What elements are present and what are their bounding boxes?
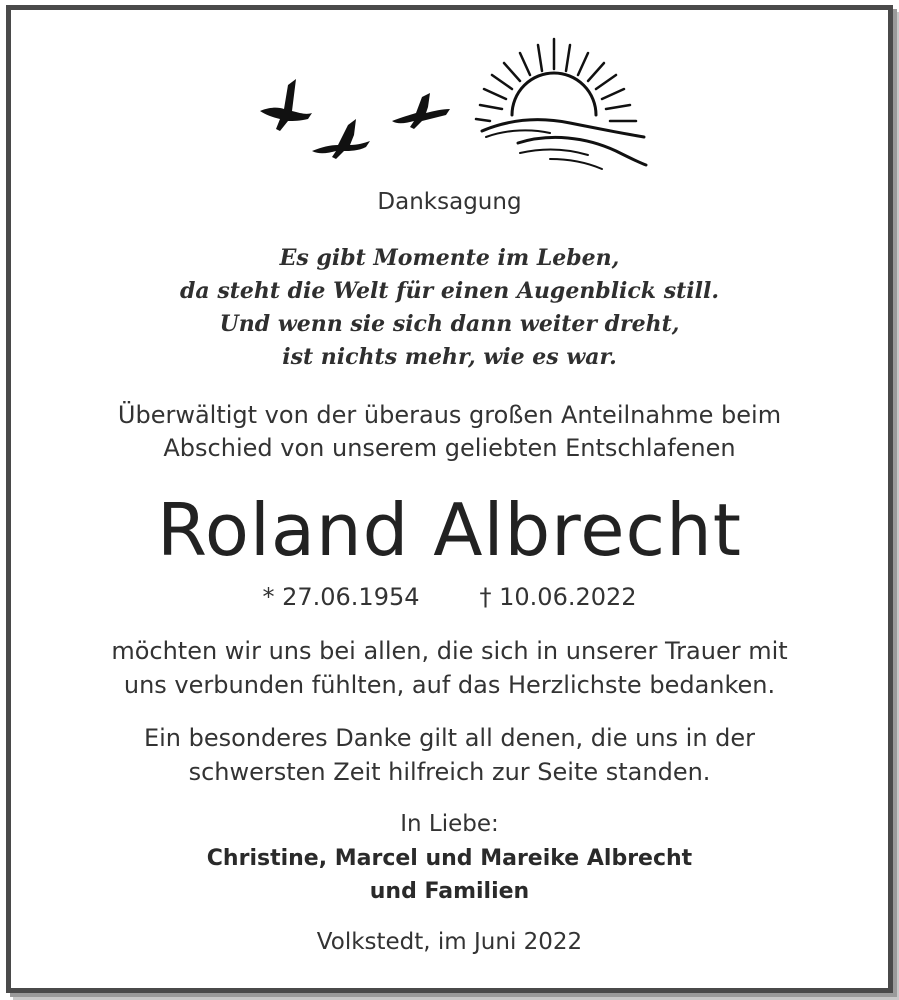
bird-icon (312, 119, 370, 159)
death-date: † 10.06.2022 (479, 583, 637, 611)
special-line: Ein besonderes Danke gilt all denen, die uns in der (143, 724, 756, 752)
thanks-line: uns verbunden fühlten, auf das Herzlichste bedanken. (123, 671, 776, 699)
signature (0, 842, 899, 908)
special-thanks-text (0, 721, 899, 789)
signature-line: Christine, Marcel und Mareike Albrecht (206, 846, 693, 871)
verse-line: da steht die Welt für einen Augenblick still. (180, 278, 719, 304)
birth-date: * 27.06.1954 (262, 583, 420, 611)
birds-and-sunrise-icon (250, 33, 650, 183)
verse-line: ist nichts mehr, wie es war. (282, 344, 617, 370)
signature-line: und Familien (369, 879, 530, 904)
thanks-text (0, 634, 899, 702)
intro-line: Überwältigt von der überaus großen Anteilnahme beim (117, 401, 782, 429)
bird-icon (392, 93, 450, 129)
verse (0, 242, 899, 374)
life-dates (0, 580, 899, 614)
intro-text (0, 399, 899, 465)
love-label: In Liebe: (400, 811, 499, 837)
sunrise-icon (476, 39, 646, 169)
thanks-line: möchten wir uns bei allen, die sich in unserer Trauer mit (111, 637, 788, 665)
verse-line: Es gibt Momente im Leben, (279, 245, 620, 271)
bird-icon (260, 79, 312, 131)
special-line: schwersten Zeit hilfreich zur Seite standen. (188, 758, 711, 786)
place-date: Volkstedt, im Juni 2022 (316, 929, 583, 955)
intro-line: Abschied von unserem geliebten Entschlafenen (163, 434, 736, 462)
deceased-name: Roland Albrecht (157, 488, 742, 572)
verse-line: Und wenn sie sich dann weiter dreht, (219, 311, 680, 337)
notice-heading: Danksagung (377, 189, 522, 215)
